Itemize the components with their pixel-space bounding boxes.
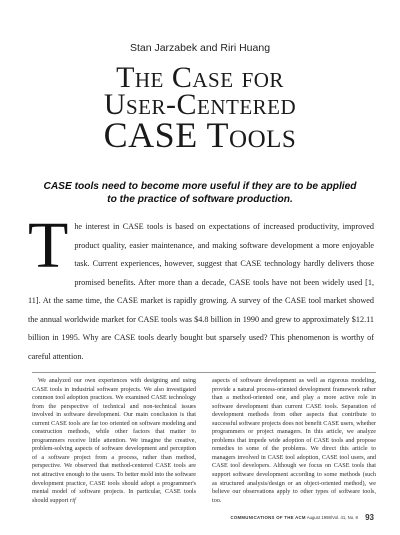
lead-paragraph bbox=[28, 209, 374, 366]
title-line-3: CASE Tools bbox=[103, 115, 297, 155]
left-column-text: We analyzed our own experiences with designing and using CASE tools in industrial software projects. We also investigated common tool adoption practices. We examined CASE technology from the perspective of technical and non-technical issues involved in software development. Our main conclusion is that current CASE tools are far too oriented on software modeling and construction methods, while other factors that matter to programmers receive little attention. We imagine the creative, problem-solving aspects of software development and perception of a software project from a process, rather than method, perspective. We observed that method-centered CASE tools are not attractive enough to the users. To better mold into the software development practice, CASE tools should adopt a programmer's mental model of software projects. In particular, CASE tools should support bbox=[32, 378, 196, 504]
right-column-text: aspects of software development as well as rigorous modeling, provide a natural process-oriented development framework rather than a method-oriented one, and play a more active role in software development than current CASE tools. Separation of development methods from other aspects that contribute to successful software projects does not benefit CASE users, whether programmers or project managers. In this article, we analyze problems that impede wide adoption of CASE tools and propose remedies to some of the problems. We direct this article to managers involved in CASE tool adoption, CASE tool users, and CASE tool developers. Although we focus on CASE tools that support software development according to some methods (such as structured analysis/design or an object-oriented method), we believe our observations apply to other types of software tools, too. bbox=[212, 378, 376, 504]
body-column-left bbox=[32, 377, 196, 505]
body-column-right bbox=[212, 377, 376, 505]
title-line-1: The Case for bbox=[116, 61, 284, 94]
title-line-2: User-Centered bbox=[103, 88, 297, 121]
journal-name: COMMUNICATIONS OF THE ACM bbox=[230, 515, 306, 520]
article-deck: CASE tools need to become more useful if they are to be applied to the practice of software production. bbox=[43, 181, 357, 205]
article-title bbox=[0, 61, 400, 155]
lead-text: he interest in CASE tools is based on expectations of increased productivity, improved product quality, easier maintenance, and making software development a more enjoyable task. Current experiences, however, suggest that CASE technology hardly delivers those promised benefits. After more than a decade, CASE tools have not been widely used [1, 11]. At the same time, the CASE market is rapidly growing. A survey of the CASE tool market showed the annual worldwide market for CASE tools was $4.8 billion in 1990 and grew to approximately $12.11 billion in 1995. Why are CASE tools dearly bought but sparsely used? This phenomenon is worthy of careful attention. bbox=[28, 222, 374, 361]
drop-cap: T bbox=[28, 209, 69, 282]
author-byline: Stan Jarzabek and Riri Huang bbox=[129, 42, 271, 54]
left-column-continued: rif bbox=[69, 497, 76, 504]
page-footer bbox=[190, 513, 374, 522]
page-number: 93 bbox=[365, 513, 374, 522]
body-columns bbox=[32, 372, 376, 505]
issue-info: August 1998/Vol. 41, No. 8 bbox=[306, 515, 358, 520]
